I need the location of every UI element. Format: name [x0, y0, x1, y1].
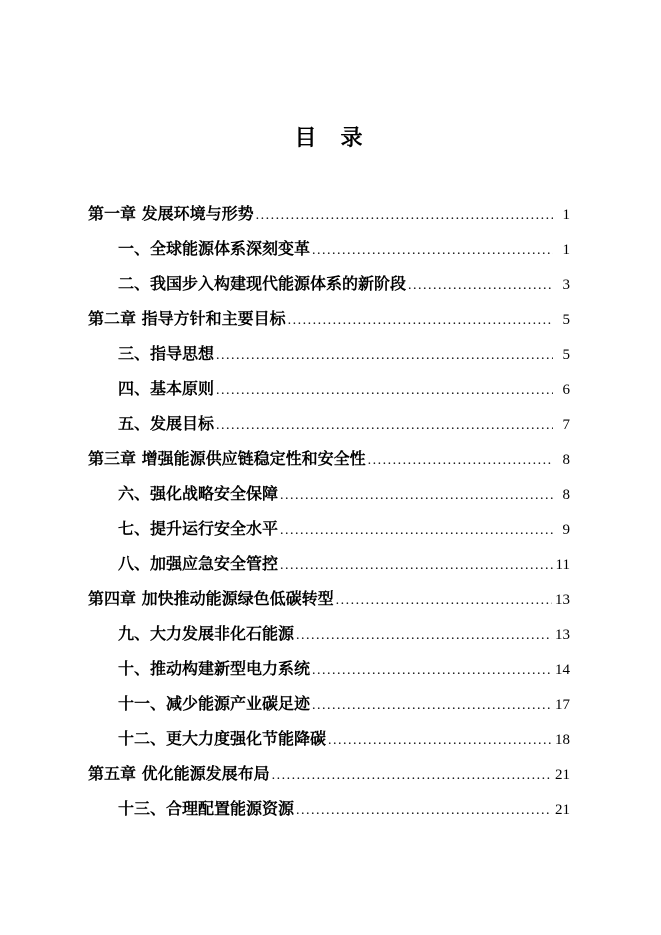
toc-entry-chapter[interactable] — [88, 196, 570, 231]
toc-entry-label: 一、全球能源体系深刻变革 — [118, 239, 311, 258]
toc-entry-page: 8 — [562, 452, 570, 468]
toc-entry-item[interactable] — [88, 476, 570, 511]
toc-dot-leader — [280, 513, 553, 548]
toc-entry-page: 5 — [562, 312, 570, 328]
toc-dot-leader — [280, 548, 553, 583]
toc-entry-page: 6 — [562, 382, 570, 398]
toc-entry-page: 21 — [555, 802, 570, 818]
toc-entry-item[interactable] — [88, 406, 570, 441]
toc-entry-item[interactable] — [88, 791, 570, 826]
toc-entry-label: 五、发展目标 — [118, 414, 215, 433]
toc-entry-page: 1 — [562, 207, 570, 223]
toc-dot-leader — [272, 758, 552, 793]
toc-entry-label: 四、基本原则 — [118, 379, 215, 398]
toc-dot-leader — [408, 268, 553, 303]
toc-entry-chapter[interactable] — [88, 441, 570, 476]
toc-dot-leader — [288, 303, 553, 338]
toc-entry-label: 第一章 发展环境与形势 — [88, 204, 254, 223]
toc-entry-item[interactable] — [88, 546, 570, 581]
toc-entry-label: 八、加强应急安全管控 — [118, 554, 279, 573]
toc-entry-page: 7 — [562, 417, 570, 433]
toc-list — [88, 196, 570, 826]
toc-dot-leader — [216, 338, 553, 373]
toc-entry-page: 14 — [555, 662, 570, 678]
toc-entry-label: 十一、减少能源产业碳足迹 — [118, 694, 311, 713]
toc-entry-item[interactable] — [88, 371, 570, 406]
toc-entry-item[interactable] — [88, 721, 570, 756]
toc-dot-leader — [368, 443, 553, 478]
toc-dot-leader — [336, 583, 552, 618]
toc-dot-leader — [312, 233, 553, 268]
toc-entry-label: 十、推动构建新型电力系统 — [118, 659, 311, 678]
toc-dot-leader — [312, 688, 552, 723]
toc-entry-item[interactable] — [88, 336, 570, 371]
toc-entry-label: 十二、更大力度强化节能降碳 — [118, 729, 327, 748]
toc-entry-page: 9 — [562, 522, 570, 538]
toc-dot-leader — [216, 373, 553, 408]
toc-entry-page: 21 — [555, 767, 570, 783]
toc-entry-page: 13 — [555, 592, 570, 608]
toc-entry-item[interactable] — [88, 511, 570, 546]
toc-entry-page: 8 — [562, 487, 570, 503]
toc-entry-page: 3 — [562, 277, 570, 293]
toc-entry-item[interactable] — [88, 616, 570, 651]
toc-entry-label: 第四章 加快推动能源绿色低碳转型 — [88, 589, 334, 608]
toc-entry-label: 第二章 指导方针和主要目标 — [88, 309, 286, 328]
toc-entry-label: 三、指导思想 — [118, 344, 215, 363]
toc-entry-item[interactable] — [88, 231, 570, 266]
toc-entry-label: 九、大力发展非化石能源 — [118, 624, 295, 643]
toc-entry-page: 17 — [555, 697, 570, 713]
toc-dot-leader — [256, 198, 553, 233]
toc-entry-page: 5 — [562, 347, 570, 363]
toc-entry-page: 13 — [555, 627, 570, 643]
toc-dot-leader — [312, 653, 552, 688]
toc-entry-chapter[interactable] — [88, 301, 570, 336]
toc-entry-page: 1 — [562, 242, 570, 258]
page-title: 目 录 — [294, 126, 364, 151]
toc-entry-chapter[interactable] — [88, 581, 570, 616]
toc-dot-leader — [296, 793, 552, 828]
toc-entry-page: 18 — [555, 732, 570, 748]
toc-entry-label: 十三、合理配置能源资源 — [118, 799, 295, 818]
toc-dot-leader — [216, 408, 553, 443]
toc-entry-label: 七、提升运行安全水平 — [118, 519, 279, 538]
toc-entry-label: 第三章 增强能源供应链稳定性和安全性 — [88, 449, 366, 468]
toc-entry-label: 第五章 优化能源发展布局 — [88, 764, 270, 783]
toc-dot-leader — [296, 618, 552, 653]
toc-entry-chapter[interactable] — [88, 756, 570, 791]
toc-entry-item[interactable] — [88, 651, 570, 686]
toc-entry-item[interactable] — [88, 266, 570, 301]
toc-entry-label: 二、我国步入构建现代能源体系的新阶段 — [118, 274, 407, 293]
toc-entry-label: 六、强化战略安全保障 — [118, 484, 279, 503]
toc-entry-page: 11 — [555, 557, 570, 573]
toc-entry-item[interactable] — [88, 686, 570, 721]
toc-dot-leader — [280, 478, 553, 513]
toc-dot-leader — [328, 723, 552, 758]
